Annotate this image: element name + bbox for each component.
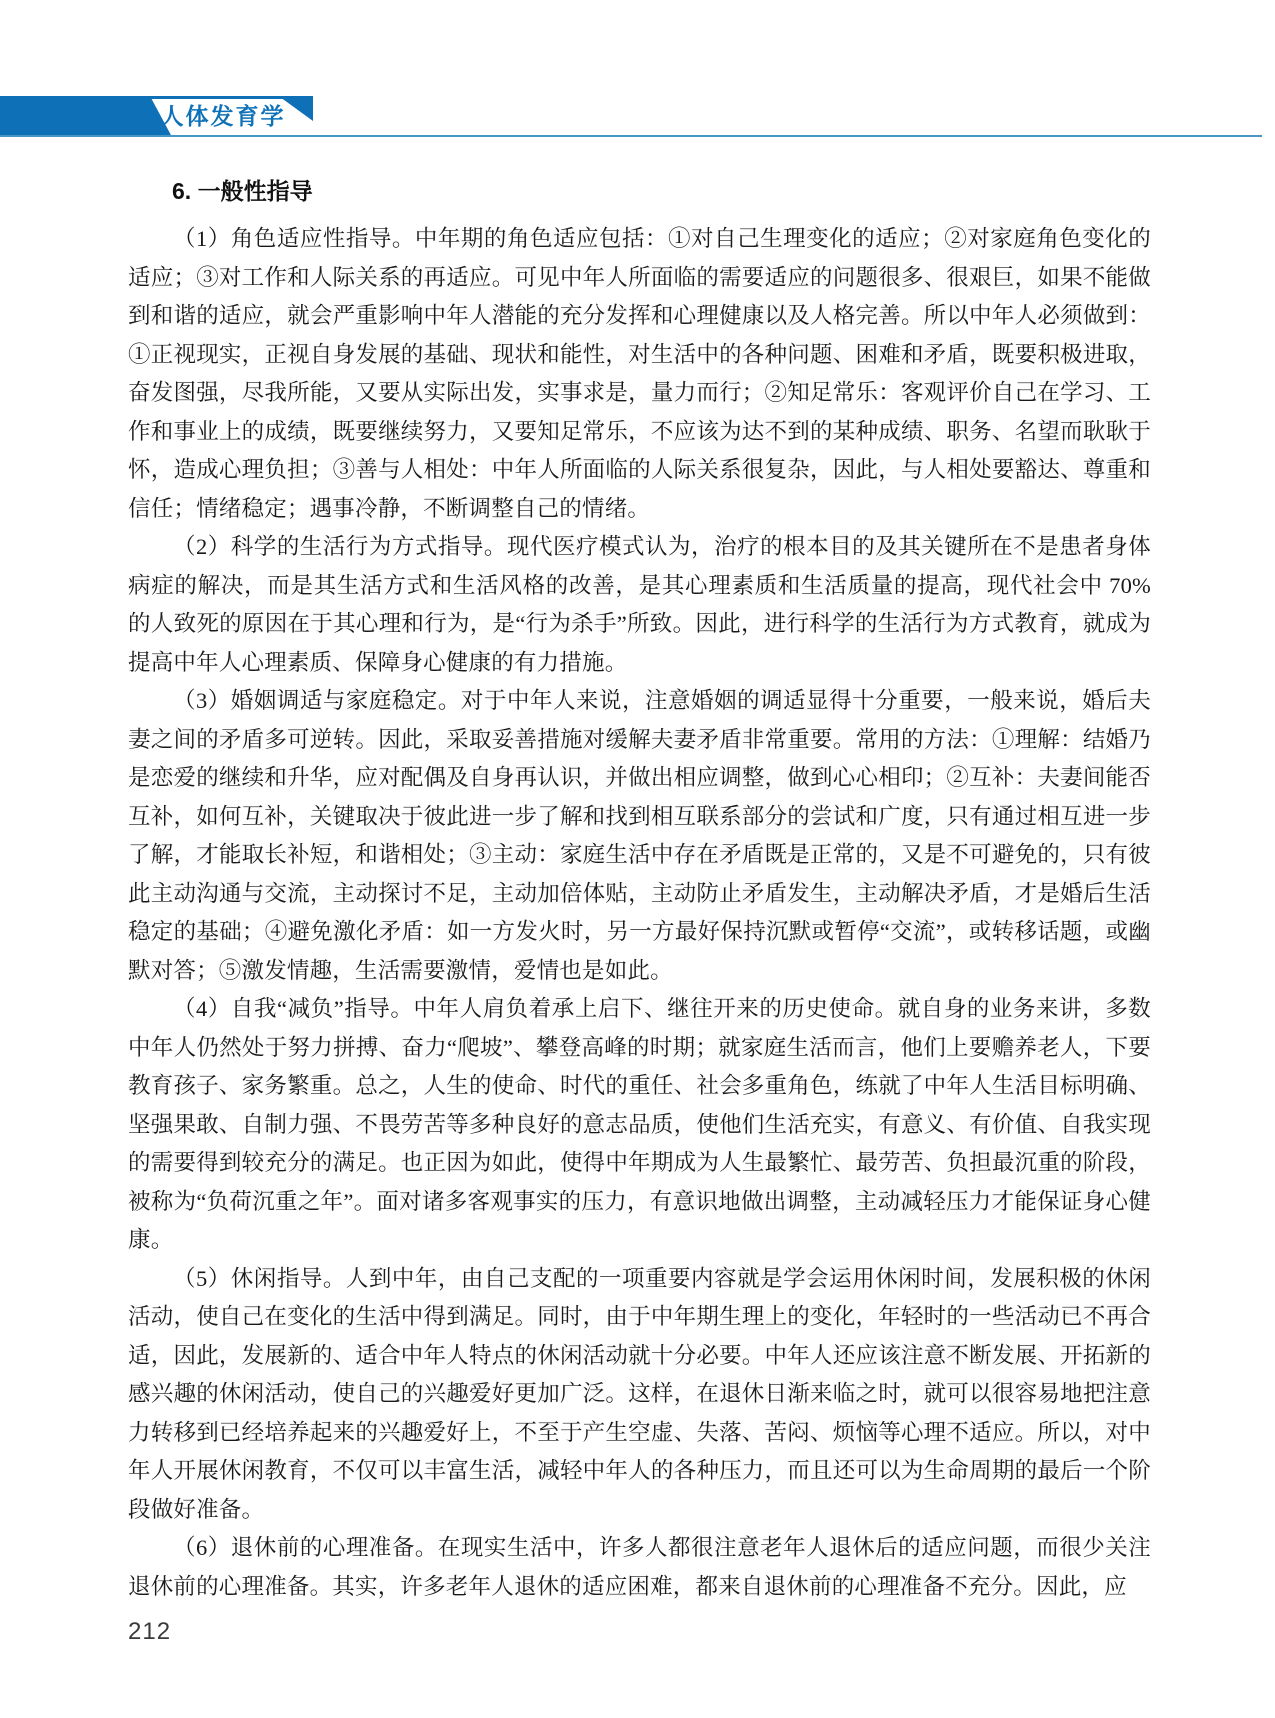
book-title: 人体发育学	[160, 103, 286, 129]
paragraph: （4）自我“减负”指导。中年人肩负着承上启下、继往开来的历史使命。就自身的业务来讲，多数中年人仍然处于努力拼搏、奋力“爬坡”、攀登高峰的时期；就家庭生活而言，他们上要赡养老人，下要教育孩子、家务繁重。总之，人生的使命、时代的重任、社会多重角色，练就了中年人生活目标明确、坚强果敢、自制力强、不畏劳苦等多种良好的意志品质，使他们生活充实，有意义、有价值、自我实现的需要得到较充分的满足。也正因为如此，使得中年期成为人生最繁忙、最劳苦、负担最沉重的阶段，被称为“负荷沉重之年”。面对诸多客观事实的压力，有意识地做出调整，主动减轻压力才能保证身心健康。	[128, 996, 1151, 1252]
paragraph: （5）休闲指导。人到中年，由自己支配的一项重要内容就是学会运用休闲时间，发展积极的休闲活动，使自己在变化的生活中得到满足。同时，由于中年期生理上的变化，年轻时的一些活动已不再合适，因此，发展新的、适合中年人特点的休闲活动就十分必要。中年人还应该注意不断发展、开拓新的感兴趣的休闲活动，使自己的兴趣爱好更加广泛。这样，在退休日渐来临之时，就可以很容易地把注意力转移到已经培养起来的兴趣爱好上，不至于产生空虚、失落、苦闷、烦恼等心理不适应。所以，对中年人开展休闲教育，不仅可以丰富生活，减轻中年人的各种压力，而且还可以为生命周期的最后一个阶段做好准备。	[128, 1265, 1151, 1522]
paragraph: （1）角色适应性指导。中年期的角色适应包括：①对自己生理变化的适应；②对家庭角色变化的适应；③对工作和人际关系的再适应。可见中年人所面临的需要适应的问题很多、很艰巨，如果不能做到和谐的适应，就会严重影响中年人潜能的充分发挥和心理健康以及人格完善。所以中年人必须做到：①正视现实，正视自身发展的基础、现状和能性，对生活中的各种问题、困难和矛盾，既要积极进取，奋发图强，尽我所能，又要从实际出发，实事求是，量力而行；②知足常乐：客观评价自己在学习、工作和事业上的成绩，既要继续努力，又要知足常乐，不应该为达不到的某种成绩、职务、名望而耿耿于怀，造成心理负担；③善与人相处：中年人所面临的人际关系很复杂，因此，与人相处要豁达、尊重和信任；情绪稳定；遇事冷静，不断调整自己的情绪。	[128, 226, 1151, 521]
page-number: 212	[128, 1618, 172, 1645]
section-heading: 6. 一般性指导	[172, 178, 313, 204]
paragraph: （6）退休前的心理准备。在现实生活中，许多人都很注意老年人退休后的适应问题，而很少关注退休前的心理准备。其实，许多老年人退休的适应困难，都来自退休前的心理准备不充分。因此，应	[128, 1535, 1151, 1599]
text-block	[128, 174, 1151, 1606]
header-accent-bar	[0, 96, 172, 137]
paragraph: （3）婚姻调适与家庭稳定。对于中年人来说，注意婚姻的调适显得十分重要，一般来说，婚后夫妻之间的矛盾多可逆转。因此，采取妥善措施对缓解夫妻矛盾非常重要。常用的方法：①理解：结婚乃是恋爱的继续和升华，应对配偶及自身再认识，并做出相应调整，做到心心相印；②互补：夫妻间能否互补，如何互补，关键取决于彼此进一步了解和找到相互联系部分的尝试和广度，只有通过相互进一步了解，才能取长补短，和谐相处；③主动：家庭生活中存在矛盾既是正常的，又是不可避免的，只有彼此主动沟通与交流，主动探讨不足，主动加倍体贴，主动防止矛盾发生，主动解决矛盾，才是婚后生活稳定的基础；④避免激化矛盾：如一方发火时，另一方最好保持沉默或暂停“交流”，或转移话题，或幽默对答；⑤激发情趣，生活需要激情，爱情也是如此。	[128, 688, 1151, 983]
paragraph: （2）科学的生活行为方式指导。现代医疗模式认为，治疗的根本目的及其关键所在不是患者身体病症的解决，而是其生活方式和生活风格的改善，是其心理素质和生活质量的提高，现代社会中 70% 的人致死的原因在于其心理和行为，是“行为杀手”所致。因此，进行科学的生活行为方式教育，就成为提高中年人心理素质、保障身心健康的有力措施。	[128, 534, 1151, 675]
header-rule-line	[0, 135, 1262, 137]
